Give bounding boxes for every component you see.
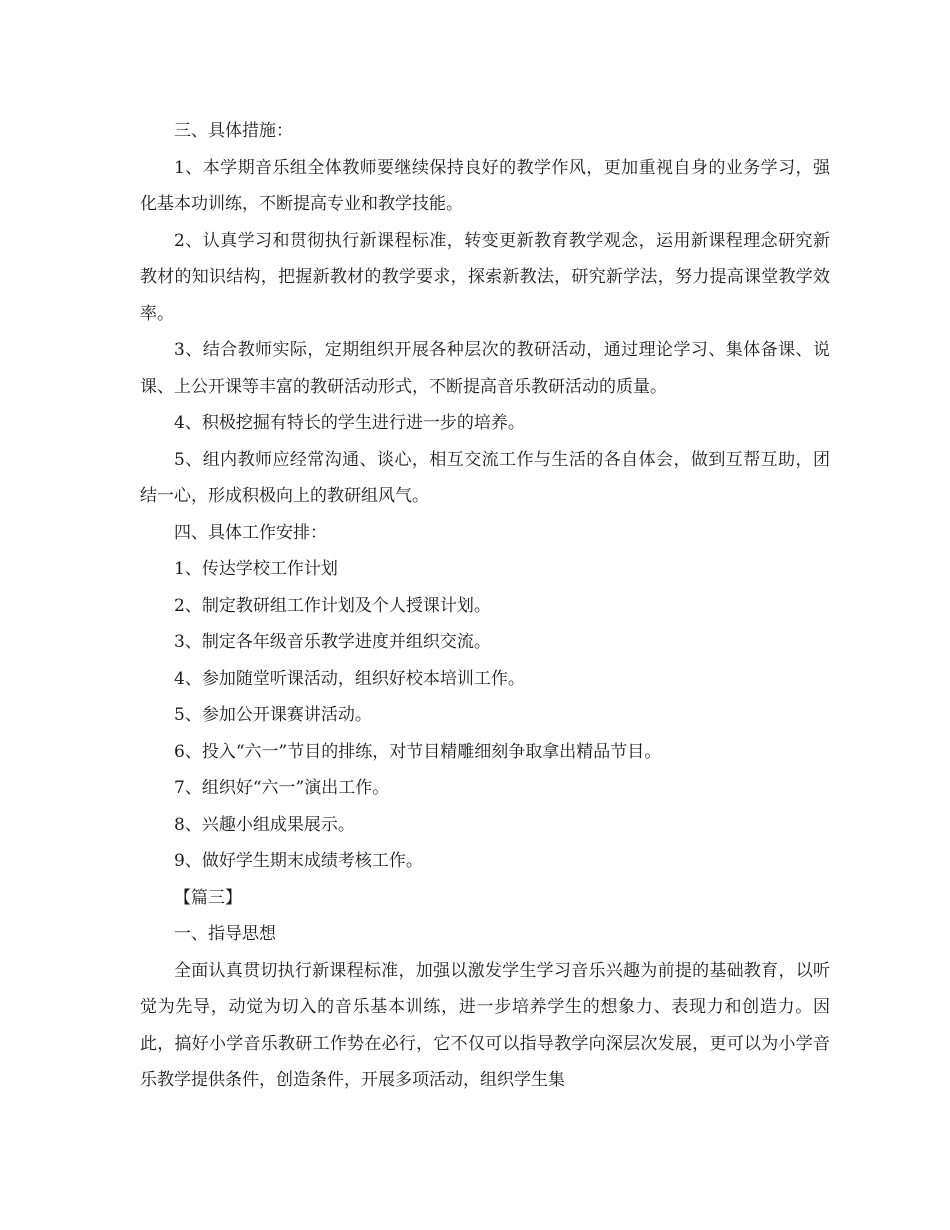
measure-item-4: 4、积极挖掘有特长的学生进行进一步的培养。 bbox=[174, 413, 525, 433]
arrangement-item-5: 5、参加公开课赛讲活动。 bbox=[174, 705, 372, 725]
document-page bbox=[140, 113, 830, 1099]
measure-item-5: 5、组内教师应经常沟通、谈心，相互交流工作与生活的各自体会，做到互帮互助，团结一心，形成积极向上的教研组风气。 bbox=[140, 449, 830, 506]
arrangement-item-1: 1、传达学校工作计划 bbox=[174, 559, 338, 579]
arrangement-item-7: 7、组织好“六一”演出工作。 bbox=[174, 778, 390, 798]
arrangement-item-8: 8、兴趣小组成果展示。 bbox=[174, 814, 355, 835]
measure-item-1: 1、本学期音乐组全体教师要继续保持良好的教学作风，更加重视自身的业务学习，强化基本功训练，不断提高专业和教学技能。 bbox=[140, 157, 830, 214]
arrangement-item-9: 9、做好学生期末成绩考核工作。 bbox=[174, 851, 423, 871]
arrangement-item-6: 6、投入“六一”节目的排练，对节目精雕细刻争取拿出精品节目。 bbox=[174, 741, 662, 762]
arrangement-item-2: 2、制定教研组工作计划及个人授课计划。 bbox=[174, 595, 491, 616]
arrangement-item-4: 4、参加随堂听课活动，组织好校本培训工作。 bbox=[174, 668, 525, 689]
chapter-heading: 【篇三】 bbox=[174, 887, 242, 908]
measure-item-3: 3、结合教师实际，定期组织开展各种层次的教研活动，通过理论学习、集体备课、说课、上公开课等丰富的教研活动形式，不断提高音乐教研活动的质量。 bbox=[140, 340, 830, 397]
arrangement-item-3: 3、制定各年级音乐教学进度并组织交流。 bbox=[174, 632, 491, 652]
section-heading-guiding-ideology: 一、指导思想 bbox=[174, 924, 276, 944]
section-heading-measures: 三、具体措施： bbox=[174, 121, 293, 141]
guiding-ideology-body: 全面认真贯切执行新课程标准，加强以激发学生学习音乐兴趣为前提的基础教育，以听觉为先导，动觉为切入的音乐基本训练，进一步培养学生的想象力、表现力和创造力。因此，搞好小学音乐教研工作势在必行，它不仅可以指导教学向深层次发展，更可以为小学音乐教学提供条件，创造条件，开展多项活动，组织学生集 bbox=[140, 960, 830, 1090]
section-heading-arrangement: 四、具体工作安排： bbox=[174, 522, 327, 543]
measure-item-2: 2、认真学习和贯彻执行新课程标准，转变更新教育教学观念，运用新课程理念研究新教材的知识结构，把握新教材的教学要求，探索新教法，研究新学法，努力提高课堂教学效率。 bbox=[140, 230, 830, 324]
